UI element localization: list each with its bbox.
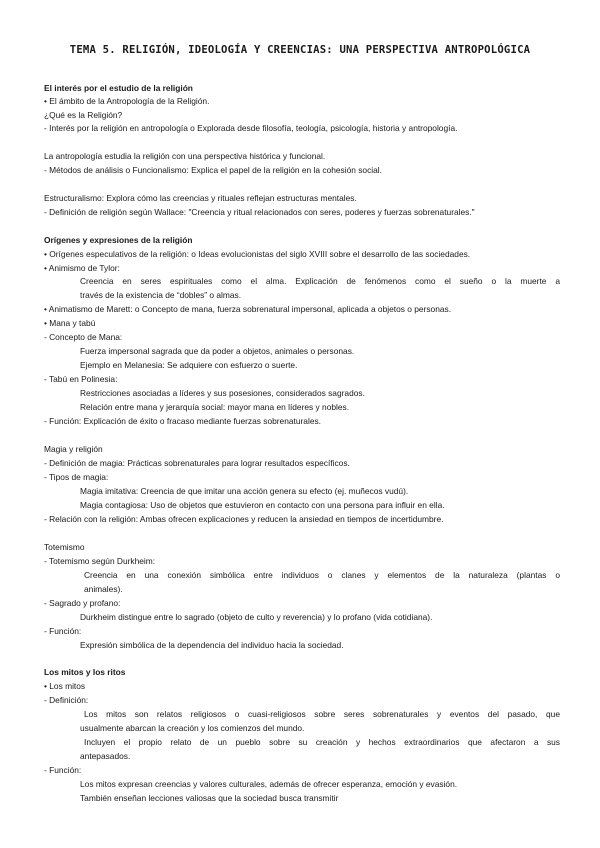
text-line: La antropología estudia la religión con una perspectiva histórica y funcional. [44,151,326,161]
section-heading: Orígenes y expresiones de la religión [44,235,193,245]
text-line: Durkheim distingue entre lo sagrado (objeto de culto y reverencia) y lo profano (vida cotidiana). [80,612,433,622]
text-line: - Función: [44,765,82,775]
document-title: TEMA 5. RELIGIÓN, IDEOLOGÍA Y CREENCIAS: UNA PERSPECTIVA ANTROPOLÓGICA [69,44,531,56]
text-line: - Totemismo según Durkheim: [44,556,156,566]
text-line: • Mana y tabú [44,318,96,328]
text-line: Fuerza impersonal sagrada que da poder a objetos, animales o personas. [80,346,355,356]
text-line: • Animatismo de Marett: o Concepto de mana, fuerza sobrenatural impersonal, aplicada a objetos o personas. [44,304,452,314]
text-line: - Tipos de magia: [44,472,109,482]
section-heading: El interés por el estudio de la religión [44,83,193,93]
text-line: usualmente abarcan la creación y los comienzos del mundo. [80,723,305,733]
text-line: - Interés por la religión en antropología o Explorada desde filosofía, teología, psicología, historia y antropología. [44,123,458,133]
text-line: Incluyen el propio relato de un pueblo sobre su creación y hechos extraordinarios que afectaron a sus [84,737,560,747]
text-line: - Función: Explicación de éxito o fracaso mediante fuerzas sobrenaturales. [44,416,321,426]
text-line: - Definición de magia: Prácticas sobrenaturales para lograr resultados específicos. [44,458,350,468]
text-line: Restricciones asociadas a líderes y sus posesiones, considerados sagrados. [80,388,365,398]
text-line: • Orígenes especulativos de la religión: o Ideas evolucionistas del siglo XVIII sobre el desarrollo de las sociedades. [44,249,471,259]
text-line: antepasados. [80,751,131,761]
text-line: • Animismo de Tylor: [44,263,120,273]
text-line: ¿Qué es la Religión? [44,110,123,120]
text-line: Ejemplo en Melanesia: Se adquiere con esfuerzo o suerte. [80,360,298,370]
text-line: - Métodos de análisis o Funcionalismo: Explica el papel de la religión en la cohesión social. [44,165,382,175]
text-line: Expresión simbólica de la dependencia del individuo hacia la sociedad. [80,640,344,650]
text-line: - Sagrado y profano: [44,598,121,608]
text-line: • El ámbito de la Antropología de la Religión. [44,96,210,106]
text-line: • Los mitos [44,681,86,691]
text-line: Magia contagiosa: Uso de objetos que estuvieron en contacto con una persona para influir en ella. [80,500,445,510]
text-line: - Tabú en Polinesia: [44,374,118,384]
text-line: Relación entre mana y jerarquía social: mayor mana en líderes y nobles. [80,402,350,412]
section-heading: Totemismo [44,542,85,552]
text-line: Creencia en seres espirituales como el alma. Explicación de fenómenos como el sueño o la muerte a [80,276,560,286]
text-line: - Relación con la religión: Ambas ofrecen explicaciones y reducen la ansiedad en tiempos de incertidumbre. [44,514,444,524]
section-heading: Magia y religión [44,444,103,454]
text-line: Estructuralismo: Explora cómo las creencias y rituales reflejan estructuras mentales. [44,193,357,203]
text-line: través de la existencia de “dobles” o almas. [80,290,242,300]
text-line: Creencia en una conexión simbólica entre individuos o clanes y elementos de la naturaleza (plantas o [84,570,560,580]
text-line: - Concepto de Mana: [44,332,123,342]
text-line: Los mitos expresan creencias y valores culturales, además de ofrecer esperanza, emoción y evasión. [80,779,458,789]
text-line: Magia imitativa: Creencia de que imitar una acción genera su efecto (ej. muñecos vudú). [80,486,409,496]
text-line: - Función: [44,626,82,636]
text-line: También enseñan lecciones valiosas que la sociedad busca transmitir [80,793,339,803]
text-line: animales). [84,584,123,594]
text-line: - Definición de religión según Wallace: "Creencia y ritual relacionados con seres, poderes y fuerzas sobrenaturales." [44,207,475,217]
text-line: - Definición: [44,695,89,705]
section-heading: Los mitos y los ritos [44,667,126,677]
text-line: Los mitos son relatos religiosos o cuasi-religiosos sobre seres sobrenaturales y eventos del pasado, que [84,709,560,719]
